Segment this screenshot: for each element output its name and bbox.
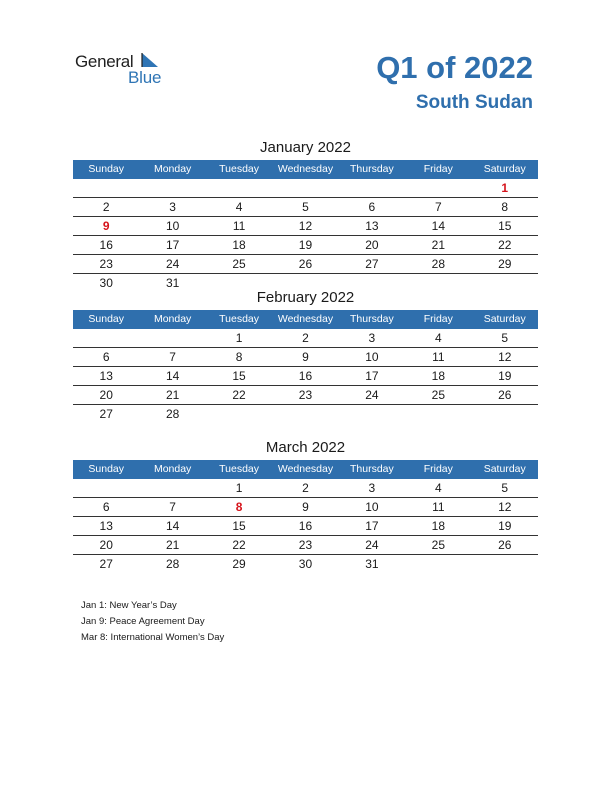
day-cell: 14: [431, 219, 445, 233]
day-cell: 20: [99, 538, 113, 552]
weekday-label: Tuesday: [219, 163, 259, 175]
month-january: [73, 136, 538, 292]
week-row: [73, 179, 538, 198]
day-cell: 23: [298, 388, 313, 402]
week-row: [73, 217, 538, 236]
week-row: [73, 348, 538, 367]
day-cell: 2: [302, 481, 309, 495]
week-row: [73, 386, 538, 405]
day-cell: 3: [169, 200, 176, 214]
day-cell: 26: [298, 257, 313, 271]
day-cell: 19: [498, 369, 512, 383]
day-cell: 7: [434, 200, 442, 214]
holiday-note: Jan 9: Peace Agreement Day: [81, 616, 205, 627]
day-cell: 9: [302, 500, 309, 514]
weekday-header: [73, 310, 538, 329]
day-cell: 6: [102, 350, 110, 364]
week-row: [73, 255, 538, 274]
week-row: [73, 517, 538, 536]
day-cell: 1: [235, 331, 243, 345]
day-cell: [405, 179, 471, 197]
day-cell: 3: [368, 331, 376, 345]
weekday-label: Sunday: [88, 313, 125, 325]
day-cell: 11: [232, 219, 246, 233]
week-row: [73, 479, 538, 498]
week-grid: [73, 479, 538, 573]
logo-triangle-icon: [138, 52, 160, 68]
day-cell: 10: [365, 500, 379, 514]
day-cell: 10: [165, 219, 180, 233]
day-cell: 26: [498, 388, 512, 402]
day-cell: 10: [365, 350, 379, 364]
week-grid: [73, 179, 538, 292]
day-cell: 24: [365, 538, 379, 552]
day-cell: 4: [235, 200, 243, 214]
day-cell: 27: [99, 407, 113, 421]
day-cell: 9: [302, 350, 309, 364]
day-cell: 5: [501, 331, 509, 345]
weekday-label: Saturday: [483, 313, 526, 325]
day-cell: 18: [431, 369, 445, 383]
day-cell: 13: [99, 369, 113, 383]
day-cell: 2: [102, 200, 110, 214]
day-cell: 23: [99, 257, 113, 271]
day-cell: 4: [434, 331, 442, 345]
weekday-label: Sunday: [88, 463, 125, 475]
month-title: March 2022: [265, 439, 346, 456]
day-cell: 1: [501, 181, 509, 195]
weekday-label: Monday: [153, 163, 192, 175]
week-row: [73, 498, 538, 517]
day-cell: [73, 179, 139, 197]
day-cell: 7: [169, 350, 176, 364]
weekday-label: Tuesday: [219, 313, 259, 325]
weekday-header: [73, 160, 538, 179]
day-cell: 20: [365, 238, 379, 252]
day-cell: 31: [165, 276, 180, 290]
day-cell: 31: [365, 557, 379, 571]
day-cell: [139, 329, 205, 347]
day-cell: 15: [232, 369, 246, 383]
day-cell: 15: [232, 519, 246, 533]
day-cell: 3: [368, 481, 376, 495]
day-cell: 30: [298, 557, 313, 571]
day-cell: 21: [165, 538, 180, 552]
weekday-label: Tuesday: [219, 463, 259, 475]
day-cell: 24: [165, 257, 180, 271]
day-cell: [405, 405, 471, 423]
day-cell: 29: [232, 557, 246, 571]
day-cell: 21: [165, 388, 180, 402]
weekday-label: Friday: [423, 163, 453, 175]
day-cell: 22: [232, 538, 246, 552]
day-cell: 12: [298, 219, 313, 233]
week-row: [73, 367, 538, 386]
day-cell: 8: [501, 200, 509, 214]
day-cell: 8: [235, 500, 243, 514]
day-cell: 29: [498, 257, 512, 271]
page-title: Q1 of 2022: [376, 50, 533, 85]
day-cell: 15: [498, 219, 512, 233]
day-cell: 24: [365, 388, 379, 402]
day-cell: 16: [298, 519, 313, 533]
weekday-label: Saturday: [483, 463, 526, 475]
day-cell: 13: [99, 519, 113, 533]
day-cell: 6: [368, 200, 376, 214]
day-cell: 11: [432, 500, 445, 514]
day-cell: [272, 405, 338, 423]
weekday-label: Saturday: [483, 163, 526, 175]
day-cell: 7: [169, 500, 176, 514]
day-cell: 4: [434, 481, 442, 495]
weekday-header: [73, 460, 538, 479]
day-cell: [472, 405, 538, 423]
day-cell: 14: [165, 519, 180, 533]
day-cell: 28: [165, 557, 180, 571]
day-cell: 26: [498, 538, 512, 552]
weekday-label: Wednesday: [277, 463, 334, 475]
day-cell: [73, 329, 139, 347]
weekday-label: Thursday: [350, 313, 394, 325]
day-cell: 6: [102, 500, 110, 514]
day-cell: 20: [99, 388, 113, 402]
day-cell: 19: [298, 238, 313, 252]
week-row: [73, 536, 538, 555]
weekday-label: Thursday: [350, 163, 394, 175]
day-cell: [339, 179, 405, 197]
day-cell: 22: [232, 388, 246, 402]
day-cell: 28: [165, 407, 180, 421]
day-cell: 12: [498, 350, 512, 364]
day-cell: 13: [365, 219, 379, 233]
country-name: South Sudan: [415, 92, 533, 113]
week-row: [73, 405, 538, 423]
week-row: [73, 198, 538, 217]
day-cell: [339, 405, 405, 423]
holiday-notes: [81, 598, 224, 646]
day-cell: 17: [365, 369, 379, 383]
day-cell: 25: [431, 388, 445, 402]
day-cell: 30: [99, 276, 113, 290]
day-cell: 1: [235, 481, 243, 495]
day-cell: 17: [365, 519, 379, 533]
weekday-label: Monday: [153, 313, 192, 325]
month-february: [73, 286, 538, 423]
day-cell: [139, 479, 205, 497]
logo-word-blue: Blue: [128, 68, 162, 87]
week-grid: [73, 329, 538, 423]
day-cell: 17: [165, 238, 180, 252]
day-cell: 28: [431, 257, 445, 271]
day-cell: 25: [232, 257, 246, 271]
day-cell: 12: [498, 500, 512, 514]
holiday-note: Mar 8: International Women’s Day: [81, 632, 225, 643]
day-cell: 23: [298, 538, 313, 552]
logo-word-general: General: [75, 52, 134, 71]
week-row: [73, 236, 538, 255]
month-title: January 2022: [260, 139, 351, 156]
day-cell: 14: [165, 369, 180, 383]
day-cell: 19: [498, 519, 512, 533]
day-cell: 11: [432, 350, 445, 364]
weekday-label: Monday: [153, 463, 192, 475]
day-cell: 18: [431, 519, 445, 533]
weekday-label: Wednesday: [277, 313, 334, 325]
day-cell: 27: [365, 257, 379, 271]
day-cell: [405, 555, 471, 573]
day-cell: 27: [99, 557, 113, 571]
day-cell: 18: [232, 238, 246, 252]
generalblue-logo: [75, 52, 175, 88]
day-cell: [206, 405, 272, 423]
day-cell: 22: [498, 238, 512, 252]
month-title: February 2022: [256, 289, 355, 306]
weekday-label: Friday: [423, 463, 453, 475]
weekday-label: Friday: [423, 313, 453, 325]
day-cell: [472, 555, 538, 573]
day-cell: 16: [298, 369, 313, 383]
month-march: [73, 436, 538, 573]
week-row: [73, 329, 538, 348]
day-cell: 8: [235, 350, 243, 364]
day-cell: 9: [102, 219, 110, 233]
day-cell: 5: [501, 481, 509, 495]
weekday-label: Thursday: [350, 463, 394, 475]
day-cell: 2: [302, 331, 309, 345]
day-cell: 21: [431, 238, 445, 252]
day-cell: 25: [431, 538, 445, 552]
weekday-label: Wednesday: [277, 163, 334, 175]
day-cell: 5: [302, 200, 309, 214]
week-row: [73, 555, 538, 573]
weekday-label: Sunday: [88, 163, 125, 175]
day-cell: [206, 179, 272, 197]
day-cell: 16: [99, 238, 113, 252]
day-cell: [73, 479, 139, 497]
holiday-note: Jan 1: New Year’s Day: [81, 600, 177, 611]
day-cell: [272, 179, 338, 197]
day-cell: [139, 179, 205, 197]
